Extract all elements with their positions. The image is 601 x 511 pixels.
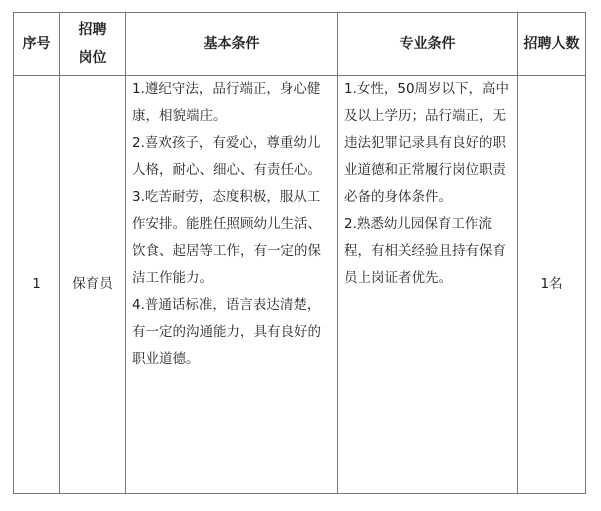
header-count: [518, 13, 586, 76]
row-basic-conditions: [126, 76, 338, 494]
recruitment-table: [13, 12, 586, 494]
row-index: 1: [14, 76, 60, 494]
header-position-text: 招聘岗位: [78, 22, 107, 66]
professional-condition-1: 1.女性，50周岁以下，高中及以上学历；品行端正，无违法犯罪记录具有良好的职业道德和正常履行岗位职责必备的身体条件。: [344, 81, 510, 205]
header-professional-conditions: 专业条件: [338, 13, 518, 76]
header-count-text: 招聘人数: [523, 36, 580, 52]
row-count: 1名: [518, 76, 586, 494]
basic-condition-1: 1.遵纪守法，品行端正，身心健康，相貌端庄。: [132, 81, 321, 124]
header-index: 序号: [14, 13, 60, 76]
basic-condition-4: 4.普通话标准，语言表达清楚，有一定的沟通能力，具有良好的职业道德。: [132, 297, 321, 367]
header-row: [14, 13, 586, 76]
table-row: [14, 76, 586, 494]
professional-condition-2: 2.熟悉幼儿园保育工作流程，有相关经验且持有保育员上岗证者优先。: [344, 216, 506, 286]
basic-condition-2: 2.喜欢孩子，有爱心，尊重幼儿人格，耐心、细心、有责任心。: [132, 135, 321, 178]
header-basic-conditions: 基本条件: [126, 13, 338, 76]
header-position: [60, 13, 126, 76]
row-position: 保育员: [60, 76, 126, 494]
row-professional-conditions: [338, 76, 518, 494]
basic-condition-3: 3.吃苦耐劳，态度积极，服从工作安排。能胜任照顾幼儿生活、饮食、起居等工作，有一定的保洁工作能力。: [132, 189, 321, 286]
